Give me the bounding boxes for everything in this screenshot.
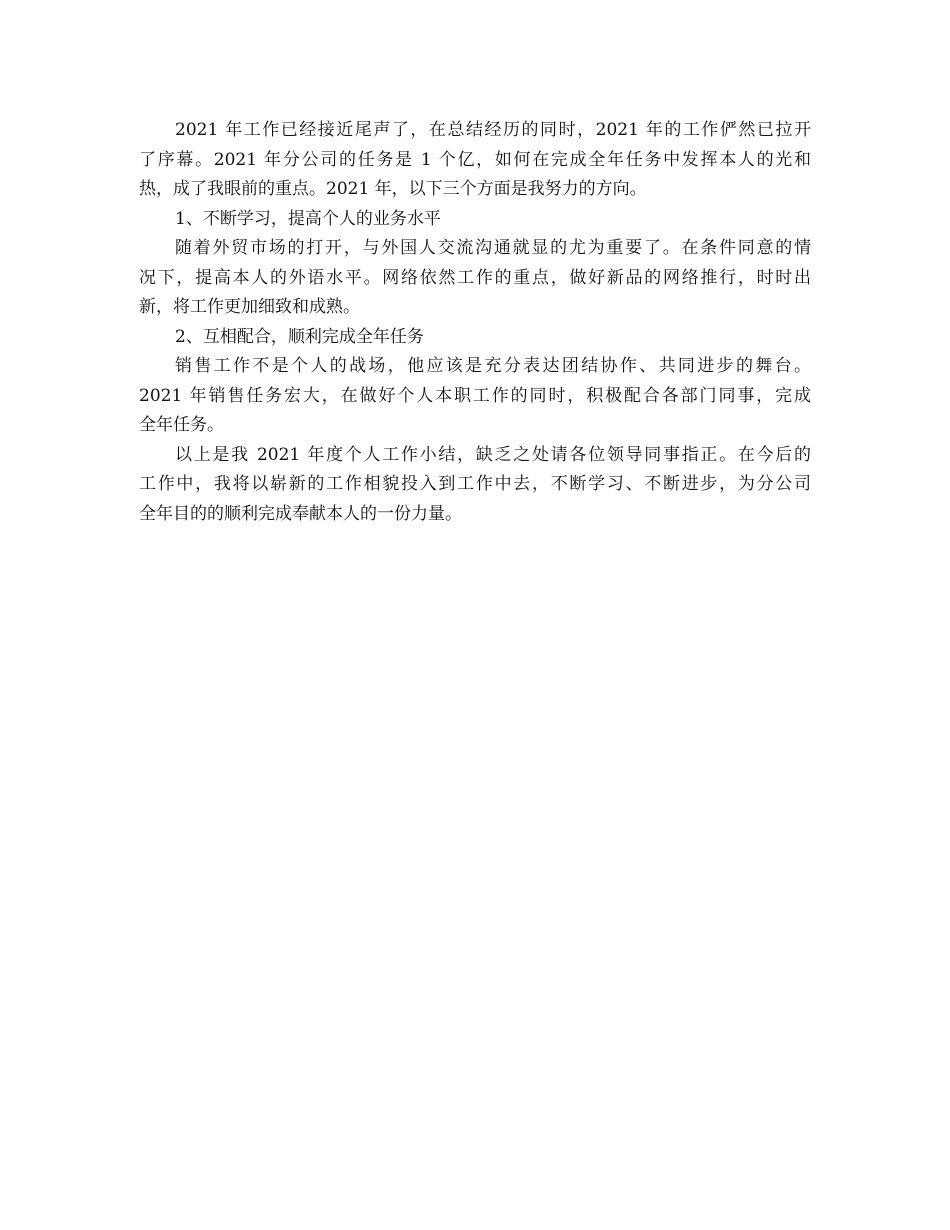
text-line: 全年目的的顺利完成奉献本人的一份力量。 [139, 503, 462, 524]
section-1-paragraph [139, 234, 811, 323]
text-line: 新，将工作更加细致和成熟。 [139, 297, 360, 317]
text-line: 以上是我 2021 年度个人工作小结，缺乏之处请各位领导同事指正。在今后的 [175, 444, 811, 465]
section-2-paragraph [139, 352, 811, 441]
text-line: 2021 年工作已经接近尾声了，在总结经历的同时，2021 年的工作俨然已拉开 [175, 120, 811, 140]
heading-text: 2、互相配合，顺利完成全年任务 [175, 326, 424, 347]
section-heading-1 [139, 205, 811, 235]
text-line: 工作中，我将以崭新的工作相貌投入到工作中去，不断学习、不断进步，为分公司 [139, 474, 811, 494]
heading-text: 1、不断学习，提高个人的业务水平 [175, 208, 441, 229]
document-body [139, 116, 811, 529]
text-line: 2021 年销售任务宏大，在做好个人本职工作的同时，积极配合各部门同事，完成 [139, 385, 811, 406]
text-line: 了序幕。2021 年分公司的任务是 1 个亿，如何在完成全年任务中发挥本人的光和 [139, 149, 811, 170]
text-line: 热，成了我眼前的重点。2021 年，以下三个方面是我努力的方向。 [139, 179, 647, 199]
text-line: 销售工作不是个人的战场，他应该是充分表达团结协作、共同进步的舞台。 [175, 356, 811, 376]
section-heading-2 [139, 323, 811, 353]
text-line: 全年任务。 [139, 415, 224, 435]
text-line: 况下，提高本人的外语水平。网络依然工作的重点，做好新品的网络推行，时时出 [139, 267, 811, 288]
text-line: 随着外贸市场的打开，与外国人交流沟通就显的尤为重要了。在条件同意的情 [175, 238, 811, 258]
intro-paragraph [139, 116, 811, 205]
conclusion-paragraph [139, 441, 811, 530]
